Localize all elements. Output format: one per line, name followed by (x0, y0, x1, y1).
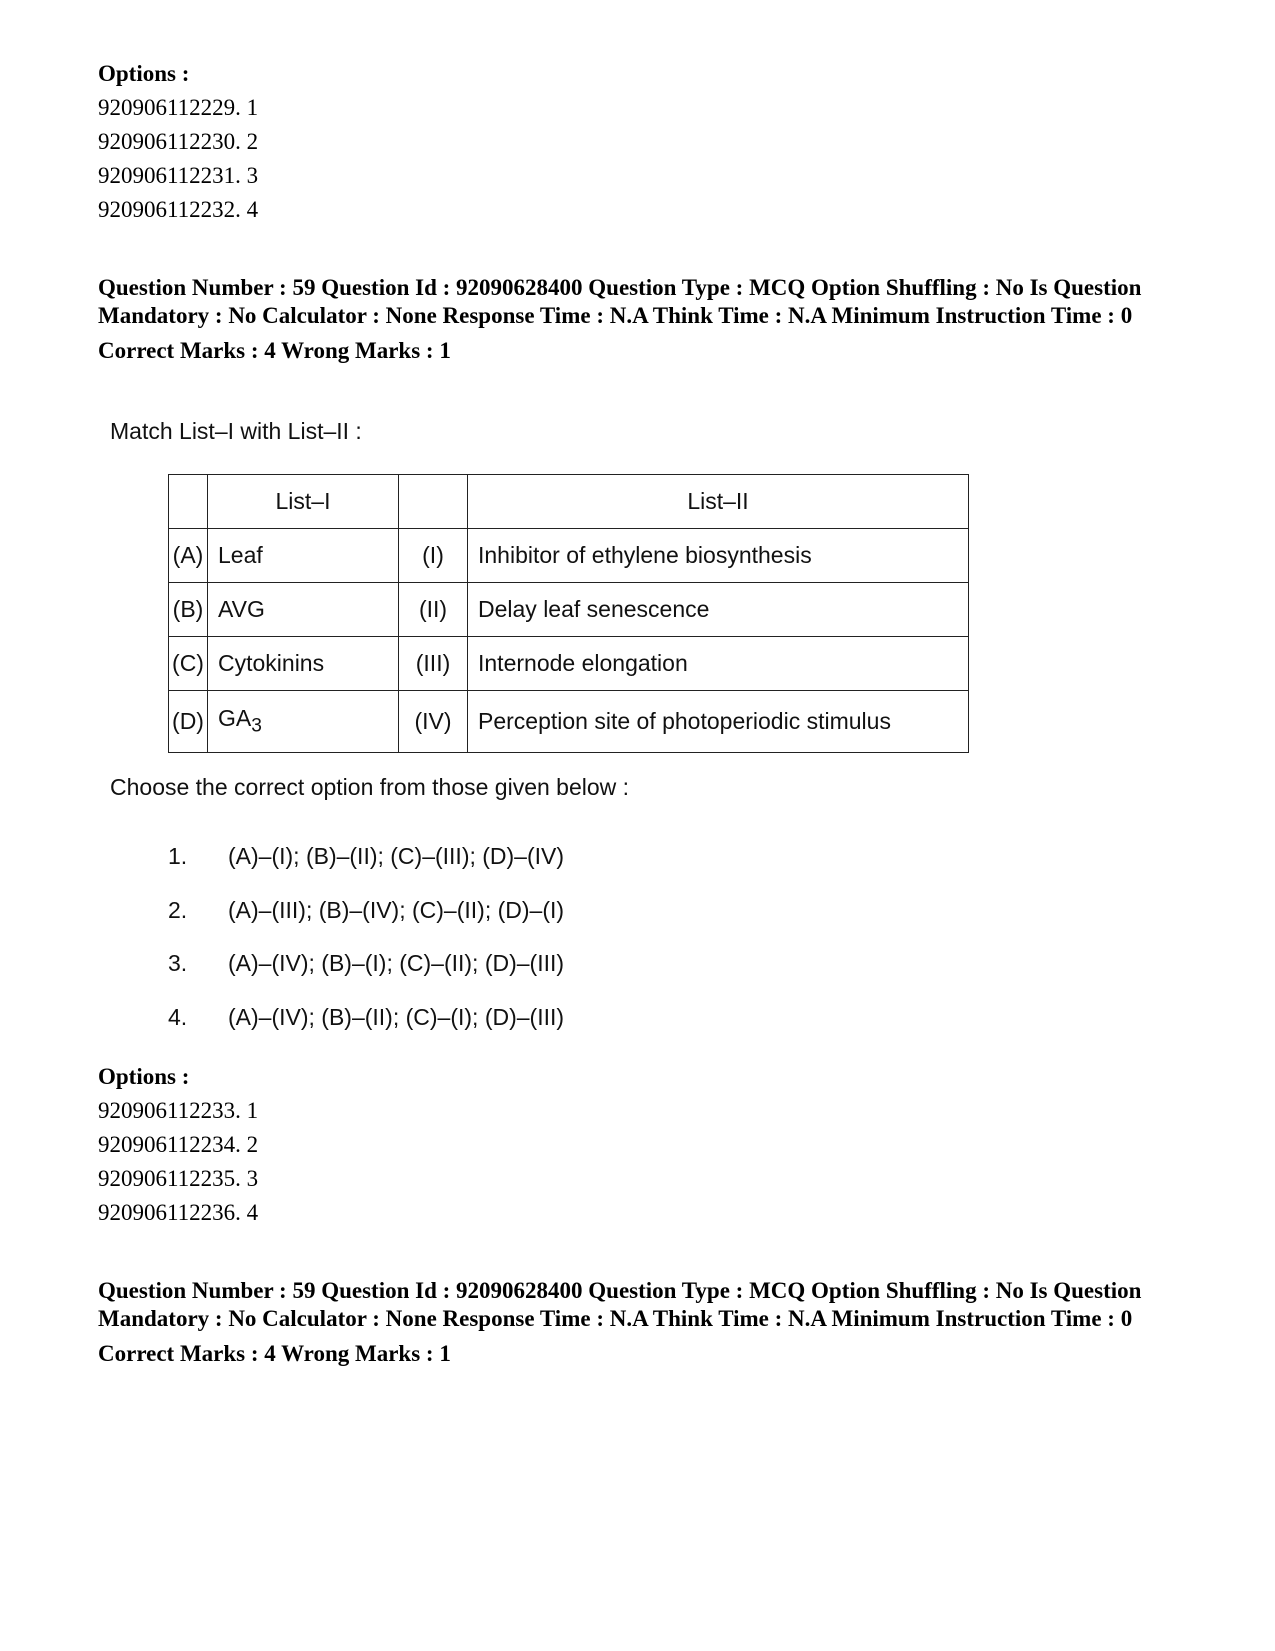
bottom-options-block (98, 1060, 258, 1230)
table-row (169, 691, 969, 753)
answer-text: (A)–(IV); (B)–(II); (C)–(I); (D)–(III) (228, 1003, 565, 1030)
table-cell (399, 475, 468, 529)
row-item (208, 691, 399, 753)
row-desc: Delay leaf senescence (468, 583, 969, 637)
answer-number: 4. (168, 1003, 188, 1030)
answer-text: (A)–(III); (B)–(IV); (C)–(II); (D)–(I) (228, 896, 565, 923)
table-row (169, 583, 969, 637)
option-line: 920906112234. 2 (98, 1132, 259, 1157)
options-heading: Options : (98, 61, 190, 86)
question-meta: Question Number : 59 Question Id : 92090628400 Question Type : MCQ Option Shuffling : No Is Question Mandatory : No Calculator : None Response Time : N.A Think Time : N.A Minimum Instruction Time : 0 (98, 1278, 1142, 1331)
answer-text: (A)–(IV); (B)–(I); (C)–(II); (D)–(III) (228, 950, 565, 977)
row-desc: Perception site of photoperiodic stimulus (468, 691, 969, 753)
list2-header: List–II (468, 475, 969, 529)
table-row (169, 529, 969, 583)
table-cell (169, 475, 208, 529)
choose-instruction: Choose the correct option from those given below : (110, 774, 630, 800)
question-meta: Question Number : 59 Question Id : 92090628400 Question Type : MCQ Option Shuffling : No Is Question Mandatory : No Calculator : None Response Time : N.A Think Time : N.A Minimum Instruction Time : 0 (98, 275, 1142, 328)
option-line: 920906112231. 3 (98, 163, 259, 188)
row-desc: Internode elongation (468, 637, 969, 691)
list-item (168, 991, 564, 1045)
row-letter: (C) (169, 637, 208, 691)
answer-text: (A)–(I); (B)–(II); (C)–(III); (D)–(IV) (228, 843, 565, 870)
row-letter: (D) (169, 691, 208, 753)
item-subscript: 3 (251, 715, 262, 737)
question-header (98, 274, 1158, 365)
row-roman: (III) (399, 637, 468, 691)
row-item: Leaf (208, 529, 399, 583)
option-line: 920906112229. 1 (98, 95, 259, 120)
list-item (168, 830, 564, 884)
item-base: GA (218, 705, 252, 732)
question-marks: Correct Marks : 4 Wrong Marks : 1 (98, 1341, 451, 1366)
row-item: AVG (208, 583, 399, 637)
answer-list (168, 830, 564, 1044)
question-marks: Correct Marks : 4 Wrong Marks : 1 (98, 338, 451, 363)
list1-header: List–I (208, 475, 399, 529)
list-item (168, 884, 564, 938)
list-item (168, 937, 564, 991)
next-question-header (98, 1277, 1158, 1368)
answer-number: 2. (168, 896, 188, 923)
match-table (168, 474, 969, 753)
row-desc: Inhibitor of ethylene biosynthesis (468, 529, 969, 583)
row-letter: (A) (169, 529, 208, 583)
row-roman: (II) (399, 583, 468, 637)
option-line: 920906112232. 4 (98, 197, 259, 222)
option-line: 920906112230. 2 (98, 129, 259, 154)
option-line: 920906112233. 1 (98, 1098, 259, 1123)
row-roman: (IV) (399, 691, 468, 753)
option-line: 920906112236. 4 (98, 1200, 259, 1225)
table-row (169, 637, 969, 691)
top-options-block (98, 57, 258, 227)
table-header-row (169, 475, 969, 529)
row-letter: (B) (169, 583, 208, 637)
question-prompt: Match List–I with List–II : (110, 418, 362, 444)
option-line: 920906112235. 3 (98, 1166, 259, 1191)
row-roman: (I) (399, 529, 468, 583)
row-item: Cytokinins (208, 637, 399, 691)
answer-number: 3. (168, 950, 188, 977)
answer-number: 1. (168, 843, 188, 870)
options-heading: Options : (98, 1064, 190, 1089)
